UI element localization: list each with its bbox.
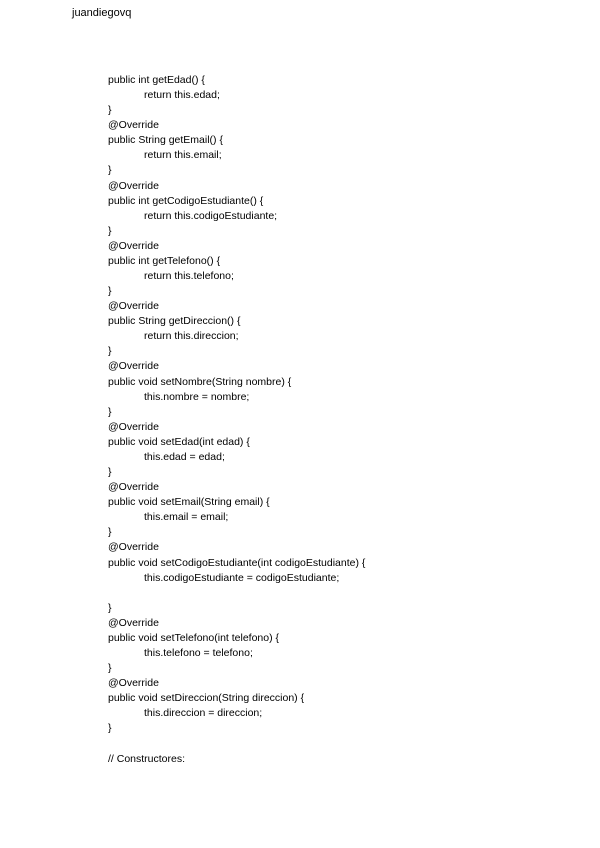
code-line: @Override <box>108 239 159 252</box>
code-line: @Override <box>108 360 159 373</box>
blank-code-line <box>108 586 568 601</box>
code-line: } <box>108 104 112 117</box>
code-line: public void setDireccion(String direccion) { <box>108 692 305 705</box>
code-line: public String getEmail() { <box>108 134 223 147</box>
code-line: } <box>108 405 112 418</box>
code-line: } <box>108 164 112 177</box>
blank-code-line <box>108 736 568 751</box>
code-line: this.telefono = telefono; <box>144 646 253 659</box>
code-line: @Override <box>108 616 159 629</box>
code-line: } <box>108 466 112 479</box>
code-line: return this.edad; <box>144 89 220 102</box>
code-line: this.nombre = nombre; <box>144 390 250 403</box>
code-line: this.edad = edad; <box>144 450 225 463</box>
code-line: @Override <box>108 481 159 494</box>
code-line: this.direccion = direccion; <box>144 707 263 720</box>
code-line: return this.codigoEstudiante; <box>144 209 278 222</box>
code-line: this.email = email; <box>144 511 229 524</box>
code-line: public String getDireccion() { <box>108 315 241 328</box>
code-line: @Override <box>108 541 159 554</box>
code-line: public void setNombre(String nombre) { <box>108 375 292 388</box>
code-line: return this.email; <box>144 149 222 162</box>
code-line: public void setCodigoEstudiante(int codigoEstudiante) { <box>108 556 366 569</box>
page-header-author: juandiegovq <box>72 7 132 19</box>
code-line: } <box>108 526 112 539</box>
code-line: return this.direccion; <box>144 330 239 343</box>
code-line: public int getEdad() { <box>108 74 205 86</box>
code-line: return this.telefono; <box>144 270 234 283</box>
code-line: public int getCodigoEstudiante() { <box>108 194 264 207</box>
code-line: // Constructores: <box>108 752 186 765</box>
code-line: public void setTelefono(int telefono) { <box>108 631 280 644</box>
code-listing <box>108 73 568 767</box>
code-line: @Override <box>108 677 159 690</box>
code-line: } <box>108 224 112 237</box>
code-line: @Override <box>108 119 159 132</box>
code-line: } <box>108 662 112 675</box>
code-line: this.codigoEstudiante = codigoEstudiante; <box>144 571 340 584</box>
code-line: } <box>108 601 112 614</box>
code-line: @Override <box>108 300 159 313</box>
code-line: } <box>108 285 112 298</box>
code-line: } <box>108 722 112 735</box>
code-line: public void setEdad(int edad) { <box>108 435 250 448</box>
code-line: @Override <box>108 179 159 192</box>
code-line: public int getTelefono() { <box>108 254 221 267</box>
code-line: @Override <box>108 420 159 433</box>
code-line: } <box>108 345 112 358</box>
code-line: public void setEmail(String email) { <box>108 496 270 509</box>
